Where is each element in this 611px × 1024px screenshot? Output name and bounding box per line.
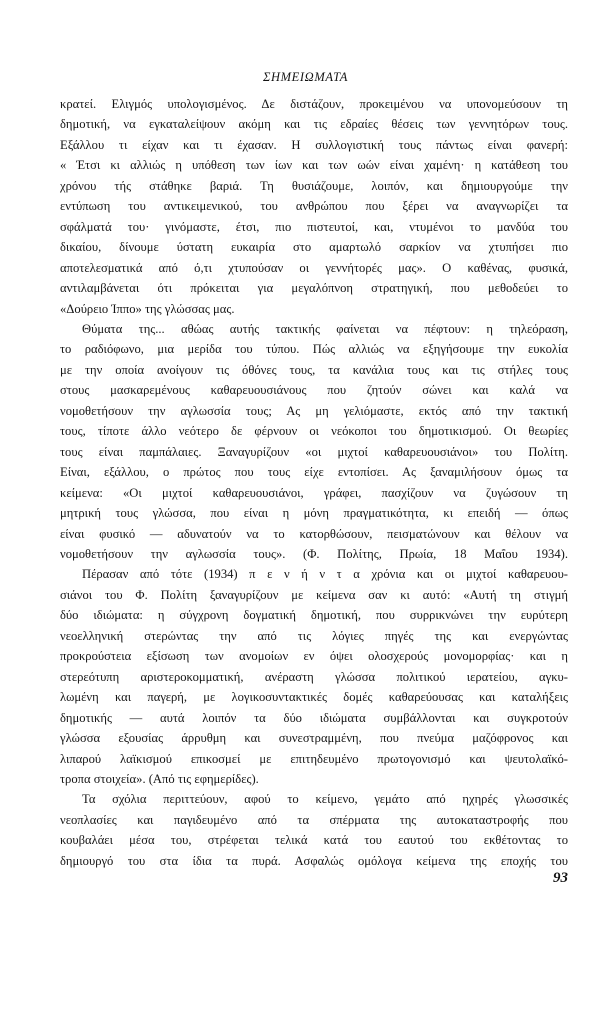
text-line: Είναι, εξάλλου, ο πρώτος που τους είχε εντοπίσει. Ας ξαναμιλήσουν όμως τα xyxy=(60,465,568,480)
text-line: με την οποία ανοίγουν τις όθόνες τους, τα κανάλια τους και τις στήλες τους xyxy=(60,362,568,377)
text-line: στερεότυπη αριστεροκομματική, ανέραστη γλώσσα πολιτικού ιερατείου, αγκυ- xyxy=(60,669,568,684)
text-line: προκρούστεια εξίσωση των ανομοίων εν όψει ολοσχερούς μονομορφίας· και η xyxy=(60,649,568,664)
text-line: νεοπλασίες και παγιδευμένο από τα σπέρματα της αυτοκαταστροφής που xyxy=(60,812,568,827)
text-line: « Έτσι κι αλλιώς η υπόθεση των ίων και των ωών είναι χαμένη· η κατάθεση του xyxy=(60,158,568,173)
text-line: δικαίου, δίνουμε ύστατη ευκαιρία στο αμαρτωλό σαρκίον να χτυπήσει πιο xyxy=(60,240,568,255)
text-line: αντιλαμβάνεται ότι πρόκειται για μεγαλόπνοη στρατηγική, που μεθοδεύει το xyxy=(60,281,568,296)
text-line: τους, τίποτε άλλο νεότερο δε φέρνουν οι νεόκοποι του δημοτικισμού. Οι θεωρίες xyxy=(60,424,568,439)
text-line: κρατεί. Ελιγμός υπολογισμένος. Δε διστάζουν, προκειμένου να υπονομεύσουν τη xyxy=(60,97,568,111)
text-line: Εξάλλου τι είχαν και τι έχασαν. Η συλλογιστική τους πάντως είναι φανερή: xyxy=(60,137,568,152)
text-line: σιάνοι του Φ. Πολίτη ξαναγυρίζουν με κείμενα σαν κι αυτό: «Αυτή τη στιγμή xyxy=(60,587,568,602)
body-text xyxy=(60,94,568,871)
text-line: λιπαρού λαϊκισμού επικοσμεί με επιτηδευμένο πρωτογονισμό και ψευτολαϊκό- xyxy=(60,751,568,766)
text-line: αποτελεσματικά από ό,τι χτυπούσαν οι γεννήτορές μας». Ο καθένας, φυσικά, xyxy=(60,260,568,275)
text-line: το ραδιόφωνο, μια μερίδα του τύπου. Πώς αλλιώς να εξηγήσουμε την ευκολία xyxy=(60,342,568,357)
text-line: γλώσσα εξουσίας άρρυθμη και συνεστραμμένη, που πνεύμα μαζόφρονος και xyxy=(60,731,568,746)
text-line: δύο ιδιώματα: η σύγχρονη δογματική δημοτική, που συρρικνώνει την ευρύτερη xyxy=(60,608,568,623)
text-line: σφάλματά του· γινόμαστε, έτσι, πιο πιστευτοί, και, ντυμένοι το μανδύα του xyxy=(60,219,568,234)
running-head: ΣΗΜΕΙΩΜΑΤΑ xyxy=(263,70,348,84)
text-line: δημιουργό του στα ίδια τα πυρά. Ασφαλώς ομόλογα κείμενα της εποχής του xyxy=(60,853,568,868)
text-line: Θύματα της... αθώας αυτής τακτικής φαίνεται να πέφτουν: η τηλεόραση, xyxy=(82,321,568,336)
page-number: 93 xyxy=(553,870,568,886)
text-line: κείμενα: «Οι μιχτοί καθαρευουσιάνοι, γράφει, πασχίζουν να ζυγώσουν τη xyxy=(60,485,568,500)
text-line: δημοτικής — αυτά λοιπόν τα δύο ιδιώματα συμβάλλονται και συγκροτούν xyxy=(60,710,568,725)
text-line: «Δούρειο Ίππο» της γλώσσας μας. xyxy=(60,301,235,316)
text-line: νομοθετήσουν την αγλωσσία τους; Ας μη γελιόμαστε, εκτός από την τακτική xyxy=(60,403,568,418)
text-line: δημοτική, να εγκαταλείψουν ακόμη και τις εδραίες θέσεις των γεννητόρων τους. xyxy=(60,117,568,132)
text-line: Τα σχόλια περιττεύουν, αφού το κείμενο, γεμάτο από ηχηρές γλωσσικές xyxy=(82,792,568,807)
text-line: χρόνου τής στάθηκε βαριά. Τη θυσιάζουμε, λοιπόν, και δημιουργούμε την xyxy=(60,178,568,193)
text-line: στους μασκαρεμένους καθαρευουσιάνους που ζητούν σώνει και καλά να xyxy=(60,383,568,398)
text-line: εντύπωση του αντικειμενικού, του ανθρώπου που ξέρει να αναγνωρίζει τα xyxy=(60,199,568,214)
text-line: νεοελληνική στερώντας την από τις λόγιες πηγές της και ενεργώντας xyxy=(60,628,568,643)
text-line: τους είναι παμπάλαιες. Ξαναγυρίζουν «οι μιχτοί καθαρευουσιάνοι» του Πολίτη. xyxy=(60,444,568,459)
text-line: είναι φυσικό — αδυνατούν να το κατορθώσουν, πεισματώνουν και θέλουν να xyxy=(60,526,568,541)
text-line: μητρική τους γλώσσα, που είναι η μόνη πραγματικότητα, κι επειδή — όπως xyxy=(60,506,568,521)
text-line: τροπα στοιχεία». (Από τις εφημερίδες). xyxy=(60,771,259,786)
text-line: Πέρασαν από τότε (1934) π ε ν ή ν τ α χρόνια και οι μιχτοί καθαρευου- xyxy=(82,567,568,582)
text-line: νομοθετήσουν την αγλωσσία τους». (Φ. Πολίτης, Πρωία, 18 Μαΐου 1934). xyxy=(60,546,568,561)
text-line: κουβαλάει μέσα του, στρέφεται τελικά κατά του εαυτού του εκθέτοντας το xyxy=(60,833,568,848)
text-line: λωμένη και παγερή, με λογικοσυντακτικές δομές καθαρεύουσας και καταλήξεις xyxy=(60,690,568,705)
